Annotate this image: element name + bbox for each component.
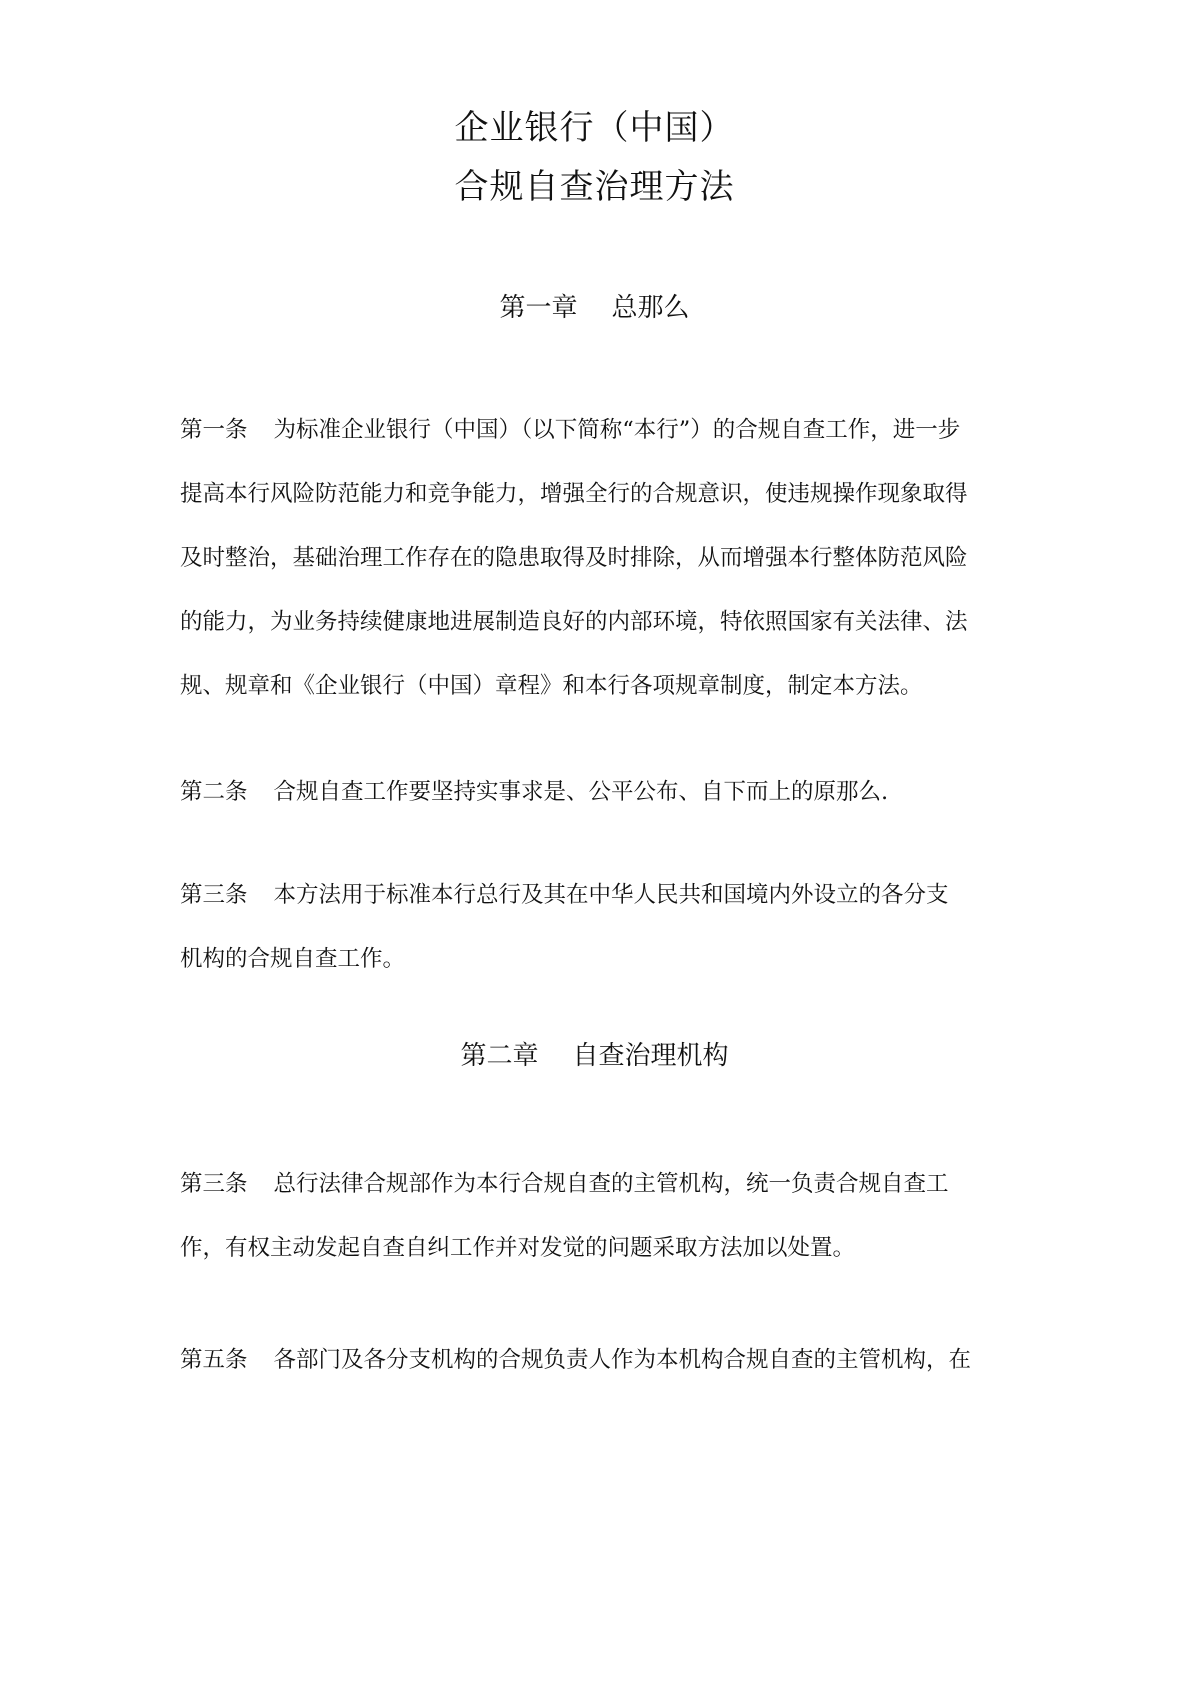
chapter-label: 第一章 bbox=[499, 293, 578, 323]
article-text: 合规自查工作要坚持实事求是、公平公布、自下而上的原那么. bbox=[273, 779, 889, 805]
article-line bbox=[180, 1328, 1010, 1392]
article-line: 的能力，为业务持续健康地进展制造良好的内部环境，特依照国家有关法律、法 bbox=[180, 609, 968, 635]
chapter-name: 总那么 bbox=[611, 293, 690, 323]
article-line bbox=[180, 760, 1010, 824]
article-line: 规、规章和《企业银行（中国）章程》和本行各项规章制度，制定本方法。 bbox=[180, 673, 923, 699]
document-title-line1: 企业银行（中国） bbox=[454, 108, 735, 148]
article-label: 第二条 bbox=[180, 779, 248, 805]
article-text: 总行法律合规部作为本行合规自查的主管机构，统一负责合规自查工 bbox=[273, 1171, 949, 1197]
article-label: 第三条 bbox=[180, 1171, 248, 1197]
article-line: 提高本行风险防范能力和竞争能力，增强全行的合规意识，使违规操作现象取得 bbox=[180, 481, 968, 507]
chapter-name: 自查治理机构 bbox=[572, 1041, 729, 1071]
article-label: 第一条 bbox=[180, 417, 248, 443]
article-line: 作，有权主动发起自查自纠工作并对发觉的问题采取方法加以处置。 bbox=[180, 1235, 856, 1261]
article-text: 为标准企业银行（中国）（以下简称“本行”）的合规自查工作，进一步 bbox=[273, 417, 961, 443]
article-5 bbox=[180, 1328, 1010, 1392]
article-line bbox=[180, 863, 1010, 927]
article-label: 第三条 bbox=[180, 882, 248, 908]
article-3 bbox=[180, 863, 1010, 991]
chapter-label: 第二章 bbox=[460, 1041, 539, 1071]
article-line: 及时整治，基础治理工作存在的隐患取得及时排除，从而增强本行整体防范风险 bbox=[180, 545, 968, 571]
chapter-heading-1 bbox=[0, 292, 1189, 324]
article-4 bbox=[180, 1152, 1010, 1280]
article-text: 各部门及各分支机构的合规负责人作为本机构合规自查的主管机构，在 bbox=[273, 1347, 972, 1373]
article-2 bbox=[180, 760, 1010, 824]
article-line: 机构的合规自查工作。 bbox=[180, 946, 406, 972]
article-1 bbox=[180, 398, 1010, 718]
article-label: 第五条 bbox=[180, 1347, 248, 1373]
document-title-line2: 合规自查治理方法 bbox=[454, 167, 735, 207]
article-line bbox=[180, 1152, 1010, 1216]
chapter-heading-2 bbox=[0, 1040, 1189, 1072]
article-text: 本方法用于标准本行总行及其在中华人民共和国境内外设立的各分支 bbox=[273, 882, 949, 908]
article-line bbox=[180, 398, 1010, 462]
